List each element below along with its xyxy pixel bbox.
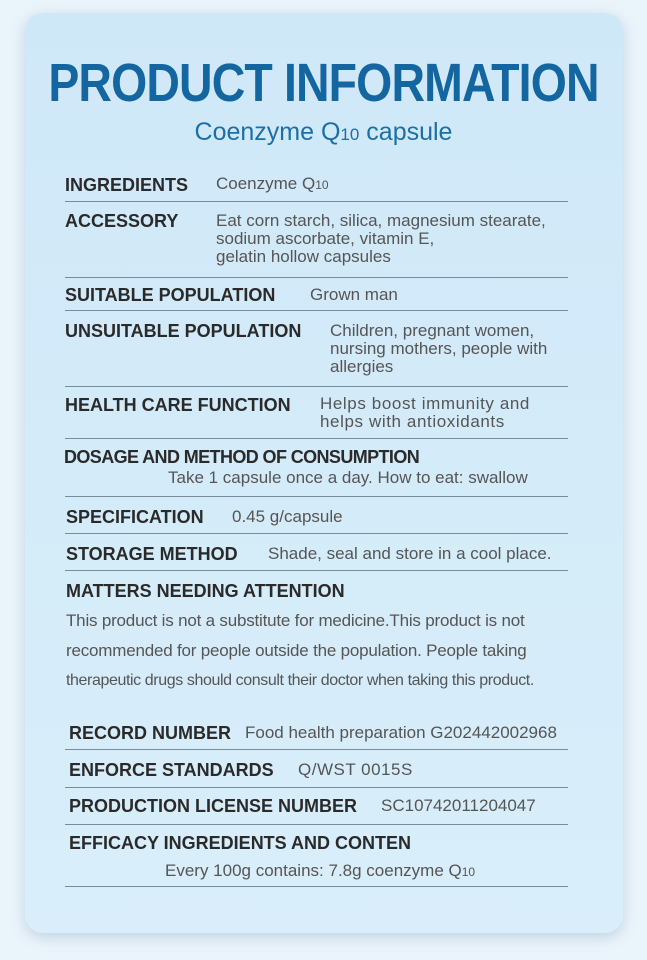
divider [65, 886, 568, 887]
divider [65, 386, 568, 387]
unsuitable-line-2: nursing mothers, people with [330, 339, 548, 358]
unsuitable-line-3: allergies [330, 357, 394, 376]
attention-line-1: This product is not a substitute for medicine.This product is not [66, 611, 525, 630]
attention-line-3: therapeutic drugs should consult their doctor when taking this product. [66, 672, 534, 689]
storage-method-value: Shade, seal and store in a cool place. [268, 544, 552, 563]
dosage-label: DOSAGE AND METHOD OF CONSUMPTION [64, 447, 420, 467]
suitable-population-value: Grown man [310, 285, 398, 304]
health-line-1: Helps boost immunity and [320, 394, 530, 413]
accessory-label: ACCESSORY [65, 211, 179, 231]
production-license-value: SC10742011204047 [381, 796, 536, 815]
health-line-2: helps with antioxidants [320, 412, 505, 431]
ingredients-label: INGREDIENTS [65, 175, 189, 195]
specification-label: SPECIFICATION [66, 507, 204, 527]
efficacy-label: EFFICACY INGREDIENTS AND CONTEN [69, 833, 412, 853]
product-subtitle [0, 118, 647, 147]
unsuitable-line-1: Children, pregnant women, [330, 321, 535, 340]
attention-line-2: recommended for people outside the population. People taking [66, 641, 527, 660]
divider [65, 496, 568, 497]
divider [65, 570, 568, 571]
divider [65, 533, 568, 534]
subtitle-subscript: 10 [340, 125, 360, 144]
ingredients-value [216, 175, 329, 194]
enforce-standards-label: ENFORCE STANDARDS [69, 760, 274, 780]
ingredients-value-subscript: 10 [315, 178, 329, 192]
accessory-line-1: Eat corn starch, silica, magnesium stearate, [216, 211, 546, 230]
divider [65, 438, 568, 439]
production-license-label: PRODUCTION LICENSE NUMBER [69, 796, 358, 816]
health-care-function-label: HEALTH CARE FUNCTION [65, 395, 291, 415]
suitable-population-label: SUITABLE POPULATION [65, 285, 276, 305]
attention-label: MATTERS NEEDING ATTENTION [66, 581, 345, 601]
subtitle-rest: capsule [359, 118, 453, 146]
accessory-line-2: sodium ascorbate, vitamin E, [216, 229, 435, 248]
efficacy-value [165, 862, 475, 881]
page-title: PRODUCT INFORMATION [48, 53, 599, 113]
subtitle-main: Coenzyme Q [194, 118, 341, 146]
ingredients-value-text: Coenzyme Q [216, 174, 316, 193]
unsuitable-population-label: UNSUITABLE POPULATION [65, 321, 302, 341]
accessory-line-3: gelatin hollow capsules [216, 247, 391, 266]
efficacy-value-subscript: 10 [461, 865, 476, 879]
enforce-standards-value: Q/WST 0015S [298, 760, 413, 779]
divider [65, 201, 568, 202]
record-number-value: Food health preparation G202442002968 [245, 723, 557, 742]
divider [65, 749, 568, 750]
divider [65, 824, 568, 825]
divider [65, 277, 568, 278]
divider [65, 787, 568, 788]
dosage-value: Take 1 capsule once a day. How to eat: swallow [168, 468, 528, 487]
divider [65, 310, 568, 311]
record-number-label: RECORD NUMBER [69, 723, 231, 743]
storage-method-label: STORAGE METHOD [66, 544, 238, 564]
specification-value: 0.45 g/capsule [232, 507, 343, 526]
efficacy-value-text: Every 100g contains: 7.8g coenzyme Q [165, 861, 462, 880]
